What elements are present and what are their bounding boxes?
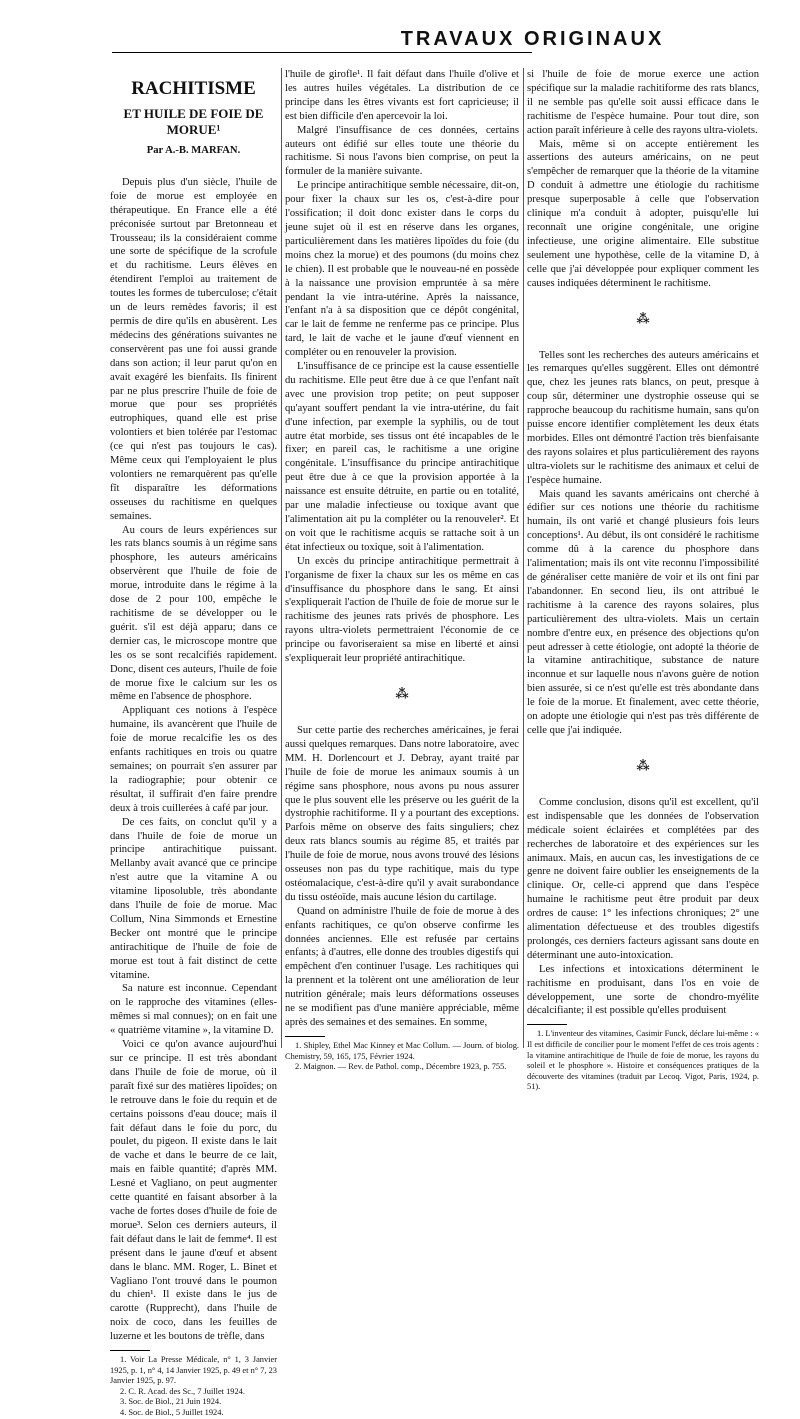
article-subtitle: ET HUILE DE FOIE DE MORUE¹ (123, 106, 264, 137)
paragraph: Sur cette partie des recherches américaines, je ferai aussi quelques remarques. Dans notre laboratoire, avec MM. H. Dorlencourt et J. Debray, ayant traité par l'huile de foie de morue les animaux soumis à un régime sans phosphore, nous avons pu nous assurer que le plus souvent elle les préserve ou les guérit de la dystrophie rachitiforme. Il y a pourtant des exceptions. Parfois même on observe des faits singuliers; chez deux rats blancs soumis au régime 85, et traités par l'huile de foie de morue, nous avons trouvé des lésions osseuses non pas du type rachitique, mais du type ostéomalacique, c'est-à-dire qu'il y avait surabondance du tissu ostéoïde, mais aucune lésion du cartilage. (285, 724, 519, 903)
footnote-rule (285, 1036, 325, 1037)
column-separator (281, 68, 282, 1048)
column-3 (527, 68, 759, 1093)
footnote-rule (110, 1350, 150, 1351)
footnote: 3. Soc. de Biol., 21 Juin 1924. (120, 1397, 222, 1407)
footnotes (285, 1041, 519, 1073)
footnote-rule (527, 1024, 567, 1025)
footnotes (527, 1029, 759, 1093)
paragraph: De ces faits, on conclut qu'il y a dans l'huile de foie de morue un principe antirachitique puissant. Mellanby avait avancé que ce principe n'est autre que la vitamine A ou vitamine liposoluble, très abondante dans l'huile de foie de morue. Mac Collum, Nina Simmonds et Ernestine Becker ont montré que le principe antirachitique de l'huile de foie de morue est tout à fait distinct de cette vitamine. (110, 816, 277, 981)
footnotes (110, 1355, 277, 1419)
paragraph: Voici ce qu'on avance aujourd'hui sur ce principe. Il est très abondant dans l'huile de foie de morue, où il paraît fixé sur des matières lipoïdes; on le retrouve dans le foie du requin et de certains poissons d'eau douce; mais il fait défaut dans le foie du porc, du poulet, du pigeon. Il existe dans le lait de vache et dans le beurre de ce lait, mais en faible quantité; d'après MM. Lesné et Vagliano, on peut augmenter cette quantité en faisant absorber à la vache de fortes doses d'huile de foie de morue³. Selon ces derniers auteurs, il fait défaut dans le lait de femme⁴. Il est présent dans le jaune d'œuf et absent dans le blanc. MM. Roger, L. Binet et Vagliano l'ont trouvé dans le poumon du chien¹. Il existe dans le jus de carotte (Rupprecht), dans l'huile de noix de coco, dans les feuilles de luzerne et les boutons de trèfle, dans (110, 1039, 277, 1343)
footnote: 1. Shipley, Ethel Mac Kinney et Mac Collum. — Journ. of biolog. Chemistry, 59, 165, 175, Février 1924. (285, 1040, 519, 1061)
paragraph: Au cours de leurs expériences sur les rats blancs soumis à un régime sans phosphore, les auteurs américains observèrent que l'huile de foie de morue, introduite dans le régime à la dose de 2 pour 100, empêche le rachitisme de se développer ou le guérit. s'il est déjà apparu; dans ce dernier cas, le microscope montre que les os se sont recalcifiés rapidement. Donc, disent ces auteurs, l'huile de foie de morue fixe le calcium sur les os même en l'absence de phosphore. (110, 524, 277, 703)
paragraph: si l'huile de foie de morue exerce une action spécifique sur la maladie rachitiforme des rats blancs, il ne semble pas qu'elle soit aussi efficace dans le rachitisme de l'espèce humaine. Pour tout dire, son action paraît inférieure à celle des rayons ultra-violets. (527, 69, 759, 136)
paragraph: Comme conclusion, disons qu'il est excellent, qu'il est indispensable que les données de l'observation médicale soient éclairées et complétées par des recherches de laboratoire et des expériences sur les animaux. Mais, en aucun cas, les investigations de ce genre ne doivent faire oublier les enseignements de la clinique. Or, celle-ci apprend que dans l'espèce humaine le rachitisme peut être produit par deux ordres de cause: 1° les infections chroniques; 2° une alimentation défectueuse et des troubles digestifs prolongés, ces derniers facteurs agissant sans doute en déterminant une auto-intoxication. (527, 796, 759, 961)
paragraph: Les infections et intoxications déterminent le rachitisme en produisant, dans l'os en voie de développement, une sorte de chondro-myélite décalcifiante; il est possible qu'elles produisent (527, 963, 759, 1017)
paragraph: Mais quand les savants américains ont cherché à édifier sur ces notions une théorie du rachitisme humain, ils ont varié et changé plusieurs fois leurs conceptions¹. Au début, ils ont considéré le rachitisme comme dû à la carence du phosphore dans l'alimentation; mais ils ont vite reconnu l'impossibilité de généraliser cette manière de voir et ils ont fini par l'abandonner. En second lieu, ils ont attribué le rachitisme à la carence des rayons solaires, plus particulièrement des ultra-violets. Mais un certain nombre d'entre eux, en présence des objections qu'on peut adresser à cette étiologie, ont adopté la théorie de la vitamine antirachitique, substance de nature inconnue et sur laquelle nous n'avons guère de notion bien assurée, si ce n'est qu'elle est très abondante dans le foie de la morue. Et finalement, avec cette théorie, on adopte une étiologie qui n'est pas très différente de celle que j'ai indiquée. (527, 488, 759, 736)
section-break-asterisks: ⁂ (636, 757, 650, 773)
footnote: 2. Maignon. — Rev. de Pathol. comp., Décembre 1923, p. 755. (295, 1062, 507, 1072)
section-break-asterisks: ⁂ (395, 685, 409, 701)
paragraph: Le principe antirachitique semble nécessaire, dit-on, pour fixer la chaux sur les os, c'est-à-dire pour l'ossification; il doit donc exister dans le corps du jeune sujet où il est en réserve dans les organes, particulièrement dans les matières lipoïdes du foie (du moins chez la morue) et des poumons (du moins chez le chien). Il est probable que le nouveau-né en possède à la naissance une provision empruntée à sa mère pendant la vie intra-utérine. Après la naissance, l'enfant n'a à sa disposition que ce dépôt congénital, car le lait de femme ne renferme pas ce principe. Plus tard, le lait de vache et le jaune d'œuf viennent en compléter ou en renouveler la provision. (285, 180, 519, 359)
footnote: 2. C. R. Acad. des Sc., 7 Juillet 1924. (120, 1386, 245, 1396)
section-break-asterisks: ⁂ (636, 310, 650, 326)
column-1 (110, 68, 277, 1419)
paragraph: Malgré l'insuffisance de ces données, certains auteurs ont édifié sur elles toute une théorie du rachitisme. Si nous l'avons bien comprise, on peut la formuler de la manière suivante. (285, 124, 519, 178)
column-2 (285, 68, 519, 1073)
paragraph: Appliquant ces notions à l'espèce humaine, ils avancèrent que l'huile de foie de morue recalcifie les os des enfants rachitiques en trois ou quatre semaines; on pourrait s'en assurer par la radiographie; pour obtenir ce résultat, il suffirait d'en faire prendre deux à trois cuillerées à café par jour. (110, 705, 277, 814)
author-line: Par A.-B. MARFAN. (146, 145, 241, 156)
paragraph: Telles sont les recherches des auteurs américains et les remarques qu'elles suggèrent. Elles ont démontré que, chez les jeunes rats blancs, on peut, presque à coup sûr, déterminer une dystrophie osseuse qui se rapproche beaucoup du rachitisme humain, sans qu'on puisse encore identifier complètement les deux états morbides. Elles ont démontré l'action très bienfaisante des rayons solaires et plus particulièrement des rayons ultra-violets sur le rachitisme des animaux et celui de l'espèce humaine. (527, 349, 759, 486)
paragraph: Un excès du principe antirachitique permettrait à l'organisme de fixer la chaux sur les os même en cas d'insuffisance du phosphore dans le sang. Et ainsi s'expliquerait l'action de l'huile de foie de morue sur le rachitisme des jeunes rats privés de phosphore. Les rayons ultra-violets permettraient l'économie de ce principe ou favoriseraient sa mise en liberté et ainsi s'expliquerait leur propriété antirachitique. (285, 555, 519, 665)
paragraph: Quand on administre l'huile de foie de morue à des enfants rachitiques, ce qu'on observe confirme les données anciennes. Elle est refusée par certains enfants; à d'autres, elle donne des troubles digestifs qui empêchent d'en continuer l'usage. Les rachitiques qui la prennent et la tolèrent ont une amélioration de leur nutrition générale; mais leurs déformations osseuses ne se modifient pas d'une manière appréciable, même après des semaines et des semaines. En somme, (285, 905, 519, 1028)
paragraph: Mais, même si on accepte entièrement les assertions des auteurs américains, on ne peut s'empêcher de remarquer que la théorie de la vitamine D conduit à admettre une étiologie du rachitisme presque superposable à celle que l'observation clinique m'a conduit à adopter, puisqu'elle lui reconnaît une origine congénitale, une origine infectieuse, une origine alimentaire. Elle substitue seulement une hypothèse, celle de la vitamine D, à celle que j'ai développée pour expliquer comment les causes indiquées déterminent le rachitisme. (527, 138, 759, 289)
footnote: 1. L'inventeur des vitamines, Casimir Funck, déclare lui-même : « Il est difficile de concilier pour le moment l'effet de ces trois agents : la vitamine antirachitique de l'huile de foie de morue, les rayons du soleil et le phosphore ». Histoire et conséquences pratiques de la découverte des vitamines (traduit par Lecoq. Vigot, Paris, 1924, p. 51). (527, 1029, 759, 1092)
paragraph: Sa nature est inconnue. Cependant on le rapproche des vitamines (elles-mêmes si mal connues); on en fait une « quatrième vitamine », la vitamine D. (110, 983, 277, 1037)
paragraph: L'insuffisance de ce principe est la cause essentielle du rachitisme. Elle peut être due à ce que l'enfant naît avec une provision trop petite; on peut supposer qu'ayant souffert pendant la vie intra-utérine, du fait d'une infection, par exemple la syphilis, ou de tout autre état morbide, ses tissus ont été incapables de le fixer; en pareil cas, le rachitisme a une origine congénitale. L'insuffisance du principe antirachitique peut être due à ce que la provision apportée à la naissance est ensuite détruite, en partie ou en totalité, par une maladie infectieuse ou toxique avant que l'alimentation ait pu la compléter ou la renouveler². Et on voit que le rachitisme acquis se rattache soit à un état infectieux ou toxique, soit à l'alimentation. (285, 361, 519, 553)
footnote: 4. Soc. de Biol., 5 Juillet 1924. (120, 1408, 224, 1417)
section-header: TRAVAUX ORIGINAUX (400, 28, 665, 50)
paragraph: l'huile de girofle¹. Il fait défaut dans l'huile d'olive et les autres huiles végétales. La distribution de ce principe dans les êtres vivants est fort capricieuse; il est bien difficile d'en apercevoir la loi. (285, 69, 519, 122)
footnote: 1. Voir La Presse Médicale, n° 1, 3 Janvier 1925, p. 1, n° 4, 14 Janvier 1925, p. 49 et n° 7, 23 Janvier 1925, p. 97. (110, 1355, 277, 1386)
paragraph: Depuis plus d'un siècle, l'huile de foie de morue est employée en thérapeutique. En France elle a été préconisée surtout par Bretonneau et Trousseau; ils la considéraient comme une sorte de spécifique de la scrofule et du rachitisme. Leurs élèves en étendirent l'emploi au traitement de toutes les formes de tuberculose; c'était un de leurs remèdes favoris; il est permis de dire qu'ils en abusèrent. Les médecins des générations suivantes ne conservèrent pas une foi aussi grande dans son action; il leur parut qu'on en avait exagéré les bienfaits. Ils finirent par ne plus prescrire l'huile de foie de morue que pour ses propriétés eutrophiques, quand elle est prise volontiers et bien tolérée par l'estomac (ce qui n'est pas toujours le cas). Même ceux qui l'employaient le plus volontiers ne remarquèrent pas qu'elle fît disparaître les déformations osseuses du rachitisme en quelques semaines. (110, 176, 277, 522)
column-separator (523, 68, 524, 1048)
header-rule (112, 52, 532, 53)
article-title: RACHITISME (131, 78, 256, 99)
